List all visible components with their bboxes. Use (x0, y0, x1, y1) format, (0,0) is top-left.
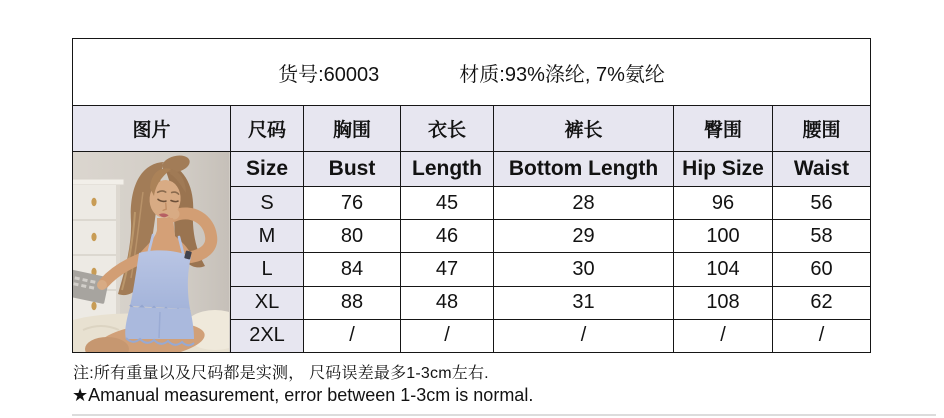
title-row (73, 39, 871, 106)
hip-cell: 96 (674, 187, 773, 220)
bust-cell: 88 (304, 286, 401, 319)
length-cell: 45 (401, 187, 494, 220)
bust-cell: 84 (304, 253, 401, 286)
header-bottom-length-cn: 裤长 (494, 106, 674, 152)
header-length-cn: 衣长 (401, 106, 494, 152)
size-cell: L (231, 253, 304, 286)
note-english: ★Amanual measurement, error between 1-3cm is normal. (72, 385, 534, 405)
length-cell: 47 (401, 253, 494, 286)
header-picture-cn: 图片 (73, 106, 231, 152)
bottom-length-cell: 28 (494, 187, 674, 220)
waist-cell: 58 (773, 220, 871, 253)
bust-cell: 76 (304, 187, 401, 220)
hip-cell: / (674, 319, 773, 352)
size-cell: M (231, 220, 304, 253)
header-bottom-length-en: Bottom Length (494, 152, 674, 187)
size-cell: S (231, 187, 304, 220)
bottom-length-cell: 30 (494, 253, 674, 286)
header-size-cn: 尺码 (231, 106, 304, 152)
header-size-en: Size (231, 152, 304, 187)
title-cell (73, 39, 871, 106)
header-hip-cn: 臀围 (674, 106, 773, 152)
note-chinese: 注:所有重量以及尺码都是实测， 尺码误差最多1-3cm左右. (73, 365, 489, 382)
bottom-length-cell: 31 (494, 286, 674, 319)
bust-cell: / (304, 319, 401, 352)
length-cell: / (401, 319, 494, 352)
header-waist-cn: 腰围 (773, 106, 871, 152)
waist-cell: / (773, 319, 871, 352)
bottom-divider (72, 414, 936, 416)
waist-cell: 56 (773, 187, 871, 220)
item-number: 货号:60003 (278, 63, 380, 86)
hip-cell: 104 (674, 253, 773, 286)
waist-cell: 62 (773, 286, 871, 319)
header-row-en (73, 152, 871, 187)
material-info: 材质:93%涤纶, 7%氨纶 (459, 63, 665, 86)
bottom-length-cell: / (494, 319, 674, 352)
hip-cell: 108 (674, 286, 773, 319)
header-length-en: Length (401, 152, 494, 187)
length-cell: 48 (401, 286, 494, 319)
size-cell: XL (231, 286, 304, 319)
header-bust-cn: 胸围 (304, 106, 401, 152)
waist-cell: 60 (773, 253, 871, 286)
header-bust-en: Bust (304, 152, 401, 187)
header-row-cn (73, 106, 871, 152)
model-photo (73, 152, 231, 353)
length-cell: 46 (401, 220, 494, 253)
bust-cell: 80 (304, 220, 401, 253)
header-hip-en: Hip Size (674, 152, 773, 187)
size-chart-table (72, 38, 871, 353)
header-waist-en: Waist (773, 152, 871, 187)
bottom-length-cell: 29 (494, 220, 674, 253)
hip-cell: 100 (674, 220, 773, 253)
size-cell: 2XL (231, 319, 304, 352)
